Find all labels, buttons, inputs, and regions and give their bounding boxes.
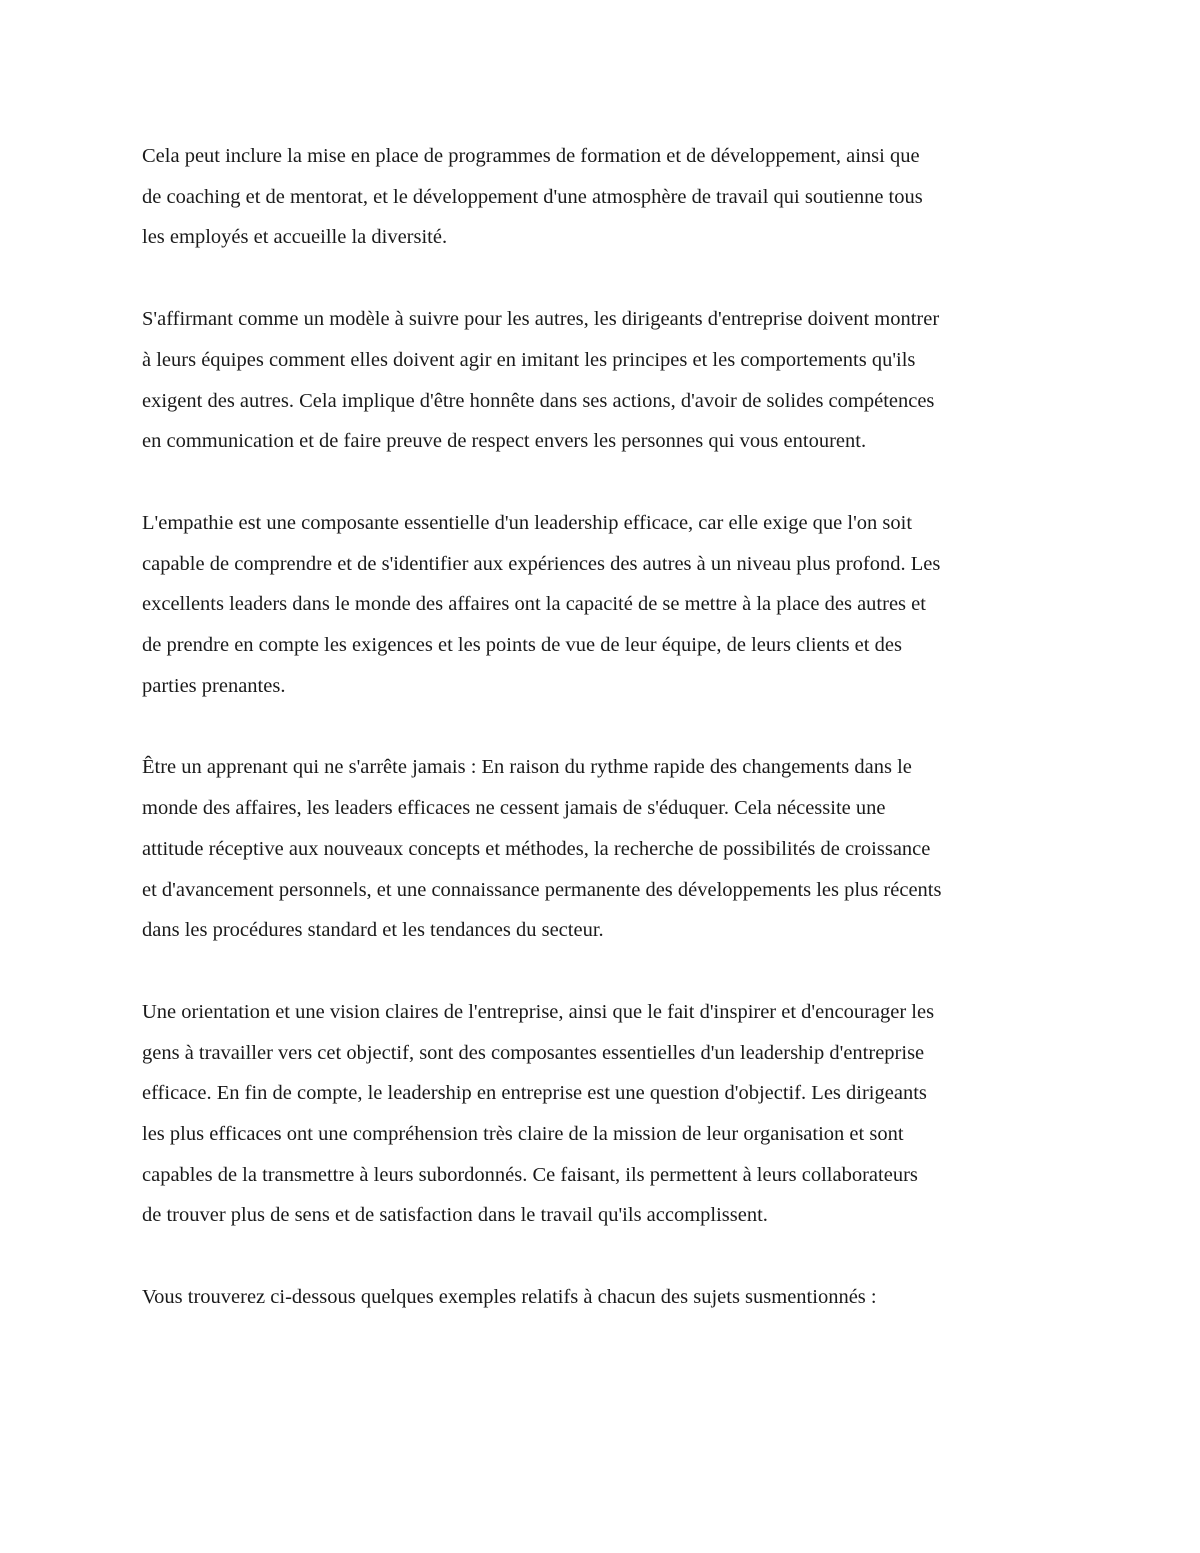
text-line: parties prenantes.: [142, 674, 286, 697]
text-line: exigent des autres. Cela implique d'être honnête dans ses actions, d'avoir de solides compétences: [142, 389, 935, 412]
text-line: les plus efficaces ont une compréhension très claire de la mission de leur organisation et sont: [142, 1123, 904, 1146]
text-line: monde des affaires, les leaders efficaces ne cessent jamais de s'éduquer. Cela nécessite une: [142, 797, 886, 820]
document-body: [142, 136, 1067, 1359]
text-line: de prendre en compte les exigences et les points de vue de leur équipe, de leurs clients et des: [142, 634, 902, 657]
paragraph-role-model: [142, 299, 1067, 462]
text-line: et d'avancement personnels, et une connaissance permanente des développements les plus récents: [142, 878, 942, 901]
text-line: en communication et de faire preuve de respect envers les personnes qui vous entourent.: [142, 430, 867, 453]
text-line: Cela peut inclure la mise en place de programmes de formation et de développement, ainsi que: [142, 145, 920, 167]
text-line: S'affirmant comme un modèle à suivre pour les autres, les dirigeants d'entreprise doivent montrer: [142, 308, 940, 331]
paragraph-examples-intro: [142, 1277, 1067, 1318]
text-line: Être un apprenant qui ne s'arrête jamais : En raison du rythme rapide des changements dans le: [142, 756, 912, 779]
text-line: à leurs équipes comment elles doivent agir en imitant les principes et les comportements qu'ils: [142, 348, 916, 371]
text-line: de trouver plus de sens et de satisfaction dans le travail qu'ils accomplissent.: [142, 1204, 768, 1227]
text-line: capable de comprendre et de s'identifier aux expériences des autres à un niveau plus profond. Les: [142, 552, 941, 575]
paragraph-training: [142, 136, 1067, 258]
text-line: gens à travailler vers cet objectif, sont des composantes essentielles d'un leadership d'entreprise: [142, 1041, 925, 1064]
text-line: les employés et accueille la diversité.: [142, 226, 448, 249]
text-line: Vous trouverez ci-dessous quelques exemples relatifs à chacun des sujets susmentionnés :: [142, 1286, 877, 1309]
text-line: de coaching et de mentorat, et le développement d'une atmosphère de travail qui soutienne tous: [142, 185, 923, 208]
paragraph-empathy: [142, 503, 1067, 707]
paragraph-vision: [142, 992, 1067, 1236]
text-line: attitude réceptive aux nouveaux concepts et méthodes, la recherche de possibilités de croissance: [142, 837, 931, 860]
paragraph-lifelong-learner: [142, 747, 1067, 951]
text-line: capables de la transmettre à leurs subordonnés. Ce faisant, ils permettent à leurs collaborateurs: [142, 1163, 918, 1186]
text-line: excellents leaders dans le monde des affaires ont la capacité de se mettre à la place des autres et: [142, 593, 926, 616]
text-line: efficace. En fin de compte, le leadership en entreprise est une question d'objectif. Les dirigeants: [142, 1082, 927, 1105]
text-line: dans les procédures standard et les tendances du secteur.: [142, 919, 604, 942]
text-line: L'empathie est une composante essentielle d'un leadership efficace, car elle exige que l'on soit: [142, 511, 913, 534]
text-line: Une orientation et une vision claires de l'entreprise, ainsi que le fait d'inspirer et d'encourager les: [142, 1000, 935, 1023]
